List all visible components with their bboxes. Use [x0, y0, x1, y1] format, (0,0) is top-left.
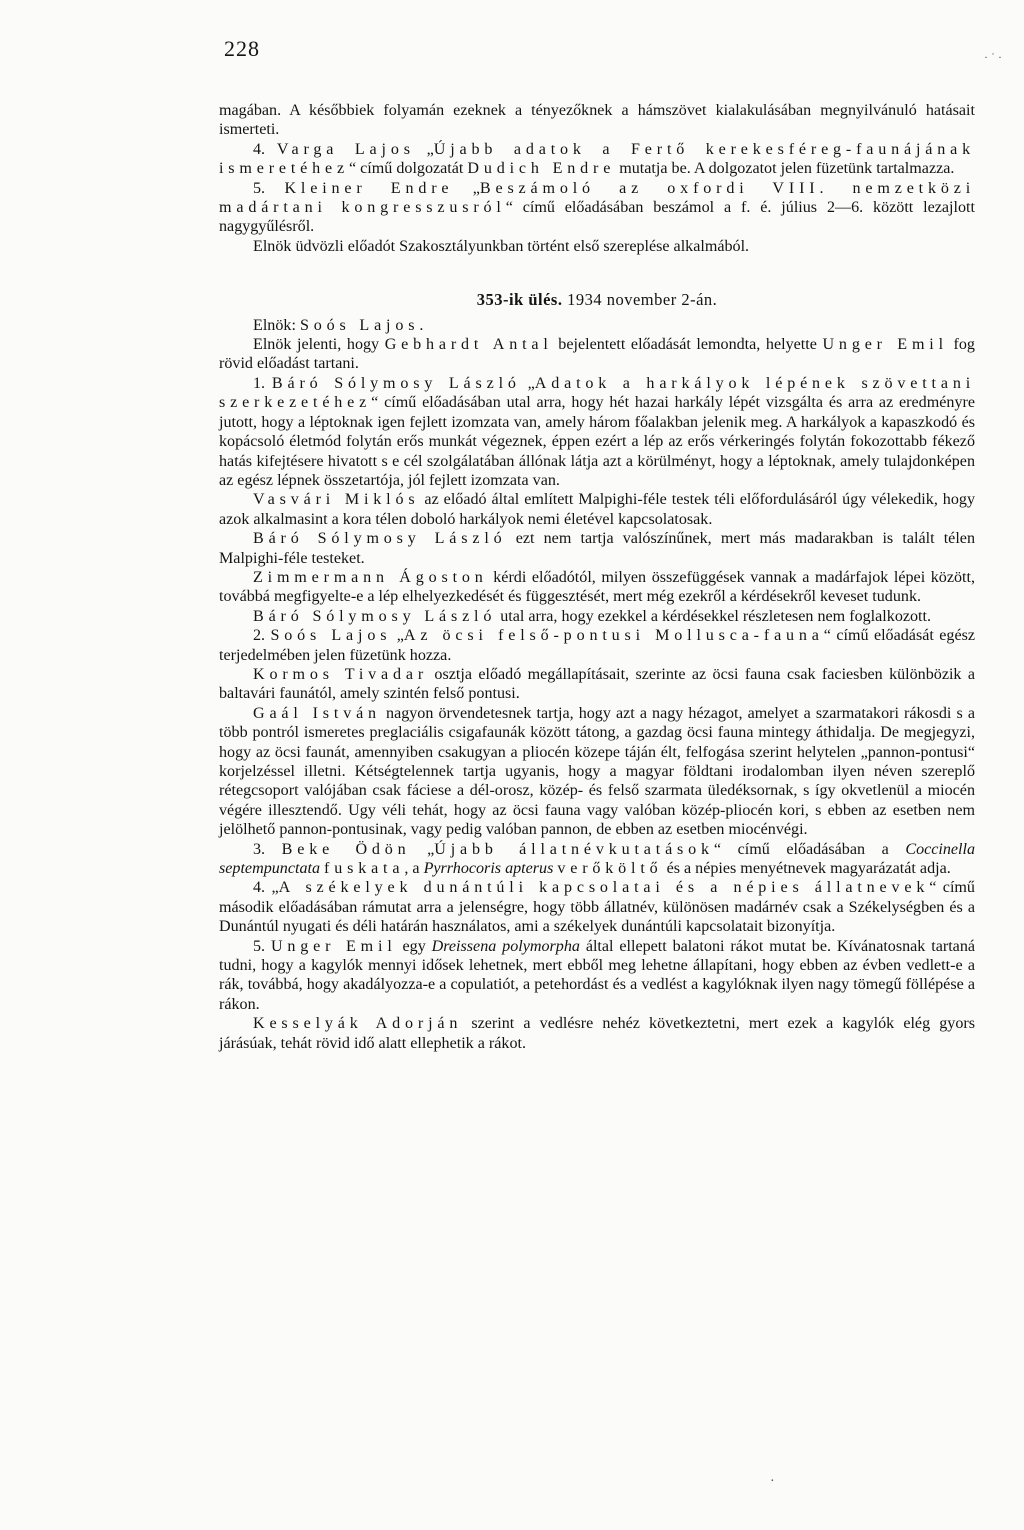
- text-run: Elnök:: [253, 316, 300, 334]
- paragraph: [219, 1014, 975, 1053]
- text-run: “ című előadásában a: [713, 840, 906, 858]
- paragraph: [219, 704, 975, 840]
- paragraph: [219, 878, 975, 936]
- spaced-name: Az öcsi felső-pontusi Mollusca-fauna: [403, 627, 824, 645]
- spaced-name: A székelyek dunántúli kapcsolatai és a népies állatnevek: [278, 879, 930, 897]
- paragraph: [219, 140, 975, 179]
- paragraph: [219, 374, 975, 490]
- spaced-name: Adatok a harkályok lépének szövettani szerkezetéhez: [219, 374, 975, 412]
- text-run: , a: [404, 860, 424, 878]
- paragraph: [219, 316, 975, 335]
- text-run: kérdi előadótól, milyen összefüggések vannak a madárfajok lépei között, továbbá megfigyelte-e a lép elhelyezkedését és függesztését, mert még ezekről a kérdésekről keveset tudunk.: [219, 568, 975, 606]
- session-heading: [219, 290, 975, 309]
- text-run: 2.: [253, 627, 271, 645]
- paragraph: [219, 665, 975, 704]
- text-run: „: [520, 374, 535, 392]
- text-run: Elnök üdvözli előadót Szakosztályunkban történt első szereplése alkalmából.: [253, 237, 750, 255]
- text-run: ezt nem tartja valószínűnek, mert más madarakban is talált télen Malpighi-féle testeket.: [219, 530, 975, 567]
- text-run: 1.: [253, 374, 272, 392]
- text-run: „: [414, 140, 434, 158]
- paragraph: [219, 490, 975, 529]
- spaced-name: Gaál István: [253, 704, 381, 722]
- scan-speck-decoration: · ˙ ·: [984, 50, 1002, 64]
- paragraph: [219, 179, 975, 237]
- text-run: “ című előadását egész terjedelmében jelen füzetünk hozza.: [219, 627, 975, 664]
- paragraph: [219, 335, 975, 374]
- text-run: magában. A későbbiek folyamán ezeknek a tényezőknek a hámszövet kialakulásában megnyilvánuló hatásait ismerteti.: [219, 102, 975, 139]
- text-run: fog rövid előadást tartani.: [219, 336, 975, 373]
- species-name: Dreissena polymorpha: [431, 937, 580, 955]
- spaced-name: Unger Emil: [822, 336, 948, 354]
- spaced-name: Újabb adatok a Fertő kerekesféreg-faunájának ismeretéhez: [219, 140, 975, 178]
- spaced-name: verőköltő: [557, 860, 663, 878]
- paragraph: [219, 626, 975, 665]
- text-run: “ című dolgozatát: [348, 160, 468, 178]
- spaced-name: Újabb állatnévkutatások: [434, 840, 714, 858]
- paragraph: [219, 607, 975, 626]
- spaced-name: Gebhardt Antal: [384, 336, 553, 354]
- session-number: 353-ik ülés.: [476, 290, 563, 310]
- paragraph: [219, 237, 975, 256]
- text-run: „: [453, 179, 480, 197]
- text-run: és a népies menyétnevek magyarázatát adja.: [662, 860, 951, 878]
- spaced-name: Kleiner Endre: [284, 179, 454, 197]
- text-run: 5.: [253, 937, 271, 955]
- text-run: “ című előadásában beszámol a f. é. július 2—6. között lezajlott nagygyűlésről.: [219, 199, 975, 236]
- paragraph: [219, 840, 975, 879]
- spaced-name: Báró Sólymosy László: [271, 374, 521, 392]
- document-body: [219, 101, 975, 1053]
- paragraph: [219, 529, 975, 568]
- spaced-name: Unger Emil: [270, 937, 397, 955]
- spaced-name: Dudich Endre: [467, 160, 616, 178]
- text-run: 3.: [253, 840, 282, 858]
- spaced-name: Kormos Tivadar: [253, 665, 429, 683]
- session-date: 1934 november 2-án.: [562, 290, 718, 310]
- spaced-name: Beke Ödön: [281, 840, 411, 858]
- text-run: 4. „: [253, 879, 279, 897]
- text-run: „: [410, 840, 435, 858]
- text-run: osztja előadó megállapításait, szerinte az öcsi fauna csak faciesben különbözik a baltavári faunától, amely szintén felső pontusi.: [219, 665, 976, 703]
- text-run: nagyon örvendetesnek tartja, hogy azt a nagy hézagot, amelyet a szarmatakori rákosdi s a több pontról ismeretes preglaciális csigafaunák között tátong, a gazdag öcsi fauna mintegy áthidalja. De megjegyzi, hogy az öcsi faunát, amennyiben csakugyan a pliocén közepe táján élt, felfogása szerint helytelen „pannon-pontusi“ korjelzéssel illetni. Kétségtelennek tartja ugyanis, hogy a magyar földtani irodalomban ilyen néven szereplő rétegcsoport valójában csak fáciese a dél-orosz, közép- és felső szarmata üledéksornak, s így okvetlenül a miocén végére illesztendő. Ugy véli tehát, hogy az öcsi fauna vagy valóban közép-pliocén kori, s ebben az esetben nem jelölhető pannon-pontusinak, vagy pedig valóban pannon, de ebben az esetben miocénvégi.: [219, 704, 975, 839]
- text-run: 4.: [253, 140, 277, 158]
- paragraph: [219, 101, 975, 140]
- spaced-name: Báró Sólymosy László: [253, 607, 497, 625]
- text-run: „: [391, 627, 404, 645]
- text-run: “ című előadásában utal arra, hogy hét hazai harkály lépét vizsgálta és arra az eredményre jutott, hogy a léptoknak igen fejlett izomzata van, amely három főalakban jelenik meg. A harkályok a kapaszkodó és kopácsoló életmód folytán erős munkát végeznek, éppen ezért a lép az erős vérkeringés folytán fokozottabb fékező hatás kifejtésere hivatott s e cél szolgálatában állónak látja azt a körülményt, hogy a léptoknak, amely tulajdonképen az egész lépnek összetartója, jól fejlett izomzata van.: [219, 394, 975, 489]
- paragraph: [219, 937, 975, 1015]
- text-run: “ című második előadásában rámutat arra a jelenségre, hogy több állatnév, különösen madárnév csak a Székelységben és a Dunántúl nyugati és déli határán használatos, ami a székelyek dunántúli kapcsolatait bizonyítja.: [219, 879, 975, 936]
- spaced-name: Soós Lajos: [299, 316, 420, 334]
- text-run: szerint a vedlésre nehéz következtetni, mert ezek a kagylók elég gyors járásúak, tehát rövid idő alatt ellephetik a rákot.: [219, 1015, 976, 1052]
- text-run: mutatja be. A dolgozatot jelen füzetünk tartalmazza.: [615, 160, 955, 178]
- text-run: .: [419, 316, 424, 334]
- text-run: bejelentett előadását lemondta, helyette: [552, 336, 823, 354]
- text-run: utal arra, hogy ezekkel a kérdésekkel részletesen nem foglalkozott.: [496, 607, 932, 625]
- spaced-name: Soós Lajos: [270, 627, 392, 645]
- text-run: egy: [396, 937, 432, 955]
- paragraph: [219, 568, 975, 607]
- spaced-name: fuskata: [324, 860, 405, 878]
- spaced-name: Beszámoló az oxfordi VIII. nemzetközi madártani kongresszusról: [219, 179, 976, 217]
- spaced-name: Vasvári Miklós: [253, 491, 420, 509]
- species-name: Coccinella septempunctata: [219, 840, 976, 878]
- spaced-name: Báró Sólymosy László: [253, 530, 507, 548]
- text-run: 5.: [253, 179, 285, 197]
- scan-speck-decoration: ·: [770, 1474, 775, 1489]
- text-run: az előadó által említett Malpighi-féle testek téli előfordulásáról úgy vélekedik, hogy azok alkalmasint a kora télen doboló harkályok nemi életével kapcsolatosak.: [219, 491, 975, 528]
- page-number: 228: [224, 36, 260, 61]
- species-name: Pyrrhocoris apterus: [423, 860, 554, 878]
- spaced-name: Varga Lajos: [276, 140, 415, 158]
- text-run: Elnök jelenti, hogy: [253, 336, 385, 354]
- spaced-name: Kesselyák Adorján: [253, 1015, 463, 1033]
- text-run: által ellepett balatoni rákot mutat be. Kívánatosnak tartaná tudni, hogy a kagylók mennyi idősek lehetnek, mert ebből meg lehetne állapítani, hogy ebben az évben vedlett-e a rák, továbbá, hogy akadályozza-e a copulatiót, a petehordást és a vedlést a kagylóknak ilyen nagy tömegű föllépése a rákon.: [219, 937, 976, 1013]
- spaced-name: Zimmermann Ágoston: [253, 568, 488, 586]
